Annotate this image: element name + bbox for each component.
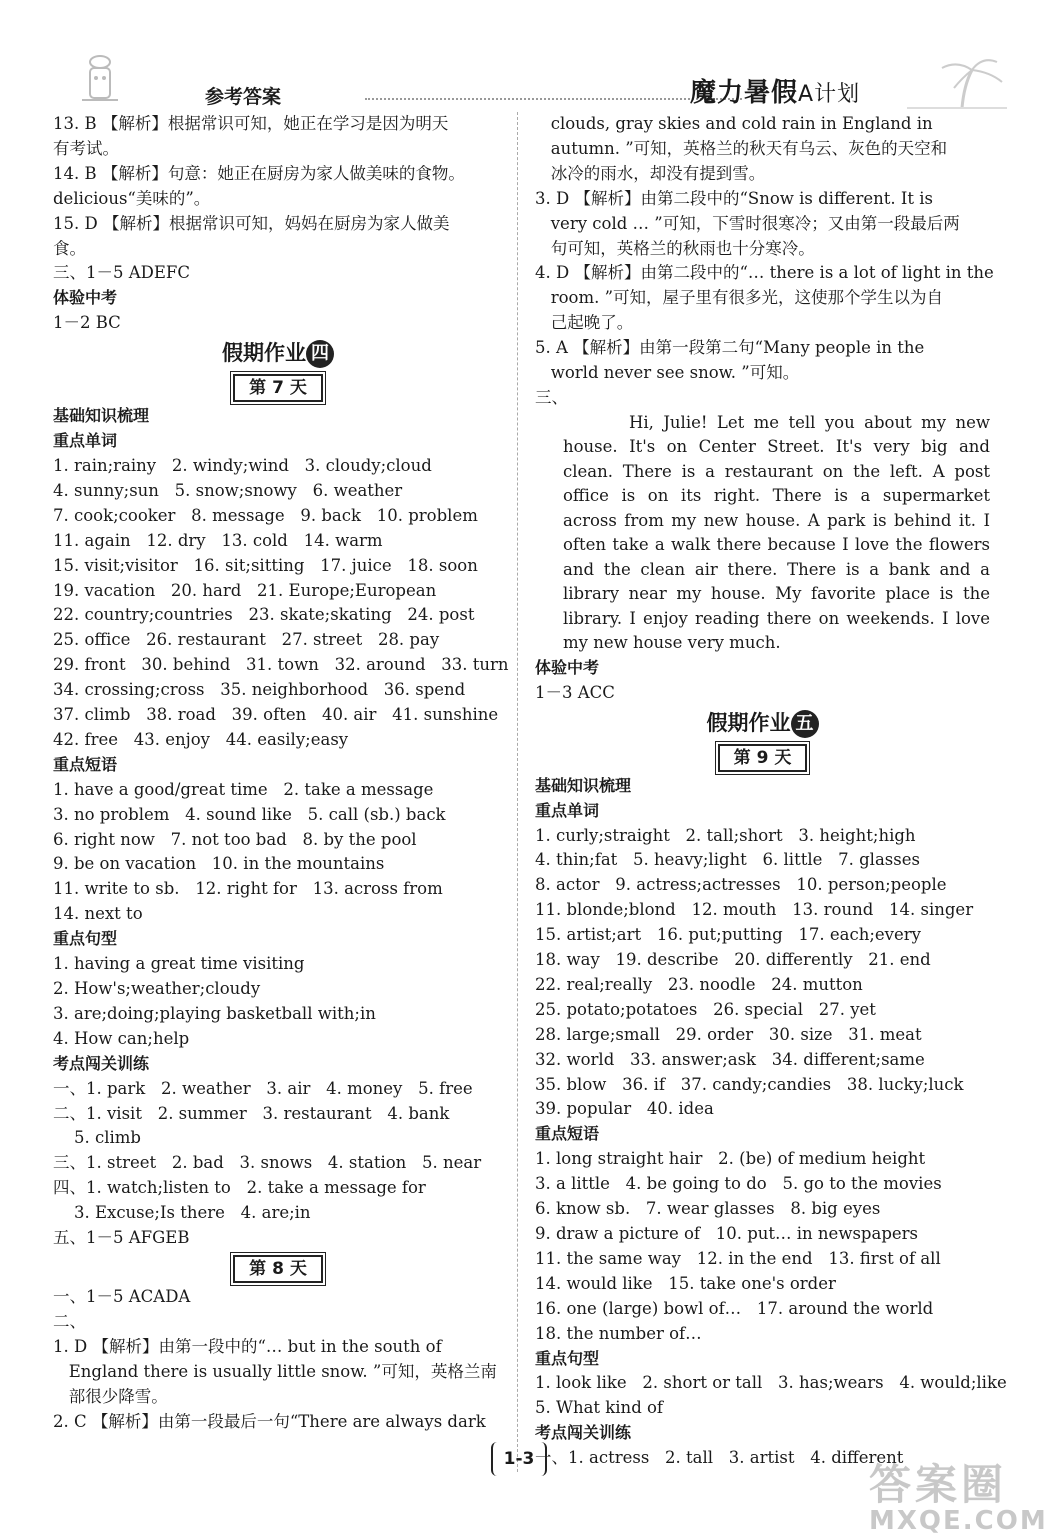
answer-line: 1－2 BC	[53, 313, 121, 333]
train-line: 二、1. visit 2. summer 3. restaurant 4. bank	[53, 1103, 450, 1123]
watermark-logo	[869, 1452, 1048, 1536]
word-line: 15. artist;art 16. put;putting 17. each;every	[535, 925, 921, 945]
sub-heading: 重点短语	[535, 1124, 600, 1144]
answer-line: 13. B 【解析】根据常识可知，她正在学习是因为明天	[53, 114, 449, 133]
word-line: 7. cook;cooker 8. message 9. back 10. problem	[53, 505, 478, 525]
answer-line: 2. C 【解析】由第一段最后一句“There are always dark	[53, 1411, 486, 1431]
sentence-line: 1. look like 2. short or tall 3. has;wears 4. would;like	[535, 1373, 1007, 1393]
answer-line: 部很少降雪。	[53, 1386, 168, 1406]
phrase-line: 14. would like 15. take one's order	[535, 1273, 836, 1293]
answer-line: very cold … ”可知，下雪时很寒冷；又由第一段最后两	[535, 213, 960, 233]
phrase-line: 16. one (large) bowl of… 17. around the world	[535, 1298, 934, 1318]
phrase-line: 1. long straight hair 2. (be) of medium height	[535, 1149, 926, 1169]
word-line: 15. visit;visitor 16. sit;sitting 17. juice 18. soon	[53, 555, 478, 575]
answer-line: 3. D 【解析】由第二段中的“Snow is different. It is	[535, 188, 933, 208]
sentence-line: 5. What kind of	[535, 1398, 664, 1418]
day-label: 第 7 天	[233, 374, 323, 402]
sub-heading: 重点短语	[53, 754, 118, 774]
word-line: 37. climb 38. road 39. often 40. air 41. sunshine	[53, 705, 499, 725]
answer-line: 句可知，英格兰的秋雨也十分寒冷。	[535, 238, 815, 258]
phrase-line: 3. a little 4. be going to do 5. go to the movies	[535, 1174, 942, 1194]
answer-line: 5. A 【解析】由第一段第二句“Many people in the	[535, 338, 925, 358]
sentence-line: 4. How can;help	[53, 1028, 190, 1048]
answer-line: England there is usually little snow. ”可知，英格兰南	[53, 1361, 497, 1381]
mascot-icon	[70, 48, 130, 108]
section-heading: 考点闯关训练	[535, 1423, 632, 1443]
phrase-line: 18. the number of…	[535, 1323, 702, 1343]
answer-line: autumn. ”可知，英格兰的秋天有乌云、灰色的天空和	[535, 138, 948, 158]
watermark-top: 答案圈	[869, 1460, 1008, 1509]
word-line: 1. curly;straight 2. tall;short 3. height;high	[535, 825, 916, 845]
phrase-line: 11. write to sb. 12. right for 13. across from	[53, 879, 443, 899]
sub-heading: 重点句型	[535, 1348, 600, 1368]
train-line: 三、1. street 2. bad 3. snows 4. station 5. near	[53, 1153, 482, 1173]
answer-line: 三、1－5 ADEFC	[53, 263, 191, 283]
homework-number-badge: 四	[306, 340, 334, 368]
word-line: 4. sunny;sun 5. snow;snowy 6. weather	[53, 480, 403, 500]
phrase-line: 11. the same way 12. in the end 13. first of all	[535, 1248, 941, 1268]
sub-heading: 重点单词	[535, 800, 600, 820]
answer-line: 己起晚了。	[535, 313, 634, 333]
essay-paragraph: Hi, Julie! Let me tell you about my new house. It's on Center Street. It's very big and clean. There is a restaurant on the left. A post office is on its right. There is a supermarket across from my new house. A park is behind it. I often take a walk there because I love the flowers and the clean air there. There is a bank and a library near my house. My favorite place is the library. I enjoy reading there on weekends. I love my new house very much.	[563, 412, 990, 653]
train-line: 一、1. actress 2. tall 3. artist 4. different	[535, 1448, 904, 1468]
word-line: 28. large;small 29. order 30. size 31. meat	[535, 1024, 922, 1044]
word-line: 11. blonde;blond 12. mouth 13. round 14. singer	[535, 900, 974, 920]
day-label: 第 8 天	[233, 1255, 323, 1283]
section-heading: 基础知识梳理	[53, 406, 150, 426]
train-line: 五、1－5 AFGEB	[53, 1228, 190, 1248]
word-line: 42. free 43. enjoy 44. easily;easy	[53, 729, 349, 749]
word-line: 25. potato;potatoes 26. special 27. yet	[535, 999, 876, 1019]
answer-line: 1－3 ACC	[535, 682, 615, 702]
sub-heading: 重点句型	[53, 929, 118, 949]
brand-suffix: A计划	[798, 82, 861, 107]
sentence-line: 3. are;doing;playing basketball with;in	[53, 1003, 376, 1023]
sub-heading: 重点单词	[53, 431, 118, 451]
phrase-line: 3. no problem 4. sound like 5. call (sb.) back	[53, 804, 446, 824]
watermark-bottom: MXQE.COM	[869, 1506, 1048, 1536]
word-line: 34. crossing;cross 35. neighborhood 36. spend	[53, 680, 466, 700]
answer-line: clouds, gray skies and cold rain in England in	[535, 114, 933, 133]
homework-title-text: 假期作业	[222, 341, 306, 366]
word-line: 25. office 26. restaurant 27. street 28. pay	[53, 630, 440, 650]
homework-title	[53, 336, 503, 370]
homework-title-text: 假期作业	[706, 710, 791, 735]
answer-line: world never see snow. ”可知。	[535, 363, 800, 383]
brand-name: 魔力暑假	[690, 78, 799, 108]
answer-line: 1. D 【解析】由第一段中的“… but in the south of	[53, 1336, 442, 1356]
word-line: 39. popular 40. idea	[535, 1099, 714, 1119]
phrase-line: 6. right now 7. not too bad 8. by the pool	[53, 829, 417, 849]
train-line: 5. climb	[53, 1128, 141, 1148]
answer-line: 15. D 【解析】根据常识可知，妈妈在厨房为家人做美	[53, 213, 450, 233]
phrase-line: 14. next to	[53, 904, 143, 924]
phrase-line: 9. draw a picture of 10. put… in newspapers	[535, 1224, 918, 1243]
section-heading: 体验中考	[535, 657, 600, 677]
sentence-line: 1. having a great time visiting	[53, 954, 305, 974]
word-line: 32. world 33. answer;ask 34. different;same	[535, 1049, 925, 1069]
day-label: 第 9 天	[718, 744, 808, 772]
header-dotted-rule	[365, 98, 742, 100]
answer-line: delicious“美味的”。	[53, 188, 211, 208]
answer-line: 有考试。	[53, 138, 119, 158]
train-line: 四、1. watch;listen to 2. take a message for	[53, 1178, 426, 1198]
word-line: 8. actor 9. actress;actresses 10. person;people	[535, 875, 947, 895]
answer-line: 食。	[53, 238, 86, 258]
sentence-line: 2. How's;weather;cloudy	[53, 979, 261, 998]
homework-title	[535, 706, 990, 740]
answer-line: 冰冷的雨水，却没有提到雪。	[535, 163, 766, 183]
word-line: 19. vacation 20. hard 21. Europe;European	[53, 580, 437, 600]
word-line: 18. way 19. describe 20. differently 21. end	[535, 950, 931, 970]
word-line: 1. rain;rainy 2. windy;wind 3. cloudy;cloud	[53, 455, 432, 475]
train-line: 一、1. park 2. weather 3. air 4. money 5. free	[53, 1078, 473, 1098]
left-column	[53, 112, 509, 1434]
palm-tree-icon	[902, 50, 1012, 110]
word-line: 22. real;really 23. noodle 24. mutton	[535, 974, 863, 994]
right-column	[535, 112, 1007, 1471]
word-line: 35. blow 36. if 37. candy;candies 38. lucky;luck	[535, 1074, 964, 1094]
section-heading: 基础知识梳理	[535, 775, 632, 795]
train-line: 3. Excuse;Is there 4. are;in	[53, 1203, 311, 1223]
word-line: 11. again 12. dry 13. cold 14. warm	[53, 530, 383, 550]
column-divider	[517, 112, 518, 1472]
page-number: 1-3	[491, 1442, 547, 1476]
answer-line: 一、1－5 ACADA	[53, 1286, 191, 1306]
answer-line: room. ”可知，屋子里有很多光，这使那个学生以为自	[535, 288, 944, 308]
phrase-line: 9. be on vacation 10. in the mountains	[53, 854, 385, 874]
answer-line: 4. D 【解析】由第二段中的“… there is a lot of light in the	[535, 263, 994, 283]
header-title: 参考答案	[205, 86, 282, 108]
homework-number-badge: 五	[791, 710, 819, 738]
answer-line: 14. B 【解析】句意：她正在厨房为家人做美味的食物。	[53, 163, 465, 183]
word-line: 22. country;countries 23. skate;skating 24. post	[53, 605, 475, 625]
section-heading: 考点闯关训练	[53, 1053, 150, 1073]
word-line: 4. thin;fat 5. heavy;light 6. little 7. glasses	[535, 850, 920, 870]
answer-line: 三、	[535, 387, 568, 407]
phrase-line: 6. know sb. 7. wear glasses 8. big eyes	[535, 1199, 881, 1219]
word-line: 29. front 30. behind 31. town 32. around 33. turn	[53, 655, 509, 675]
phrase-line: 1. have a good/great time 2. take a message	[53, 779, 434, 799]
answer-line: 二、	[53, 1311, 86, 1331]
section-heading: 体验中考	[53, 288, 118, 308]
brand-logo	[690, 72, 860, 109]
